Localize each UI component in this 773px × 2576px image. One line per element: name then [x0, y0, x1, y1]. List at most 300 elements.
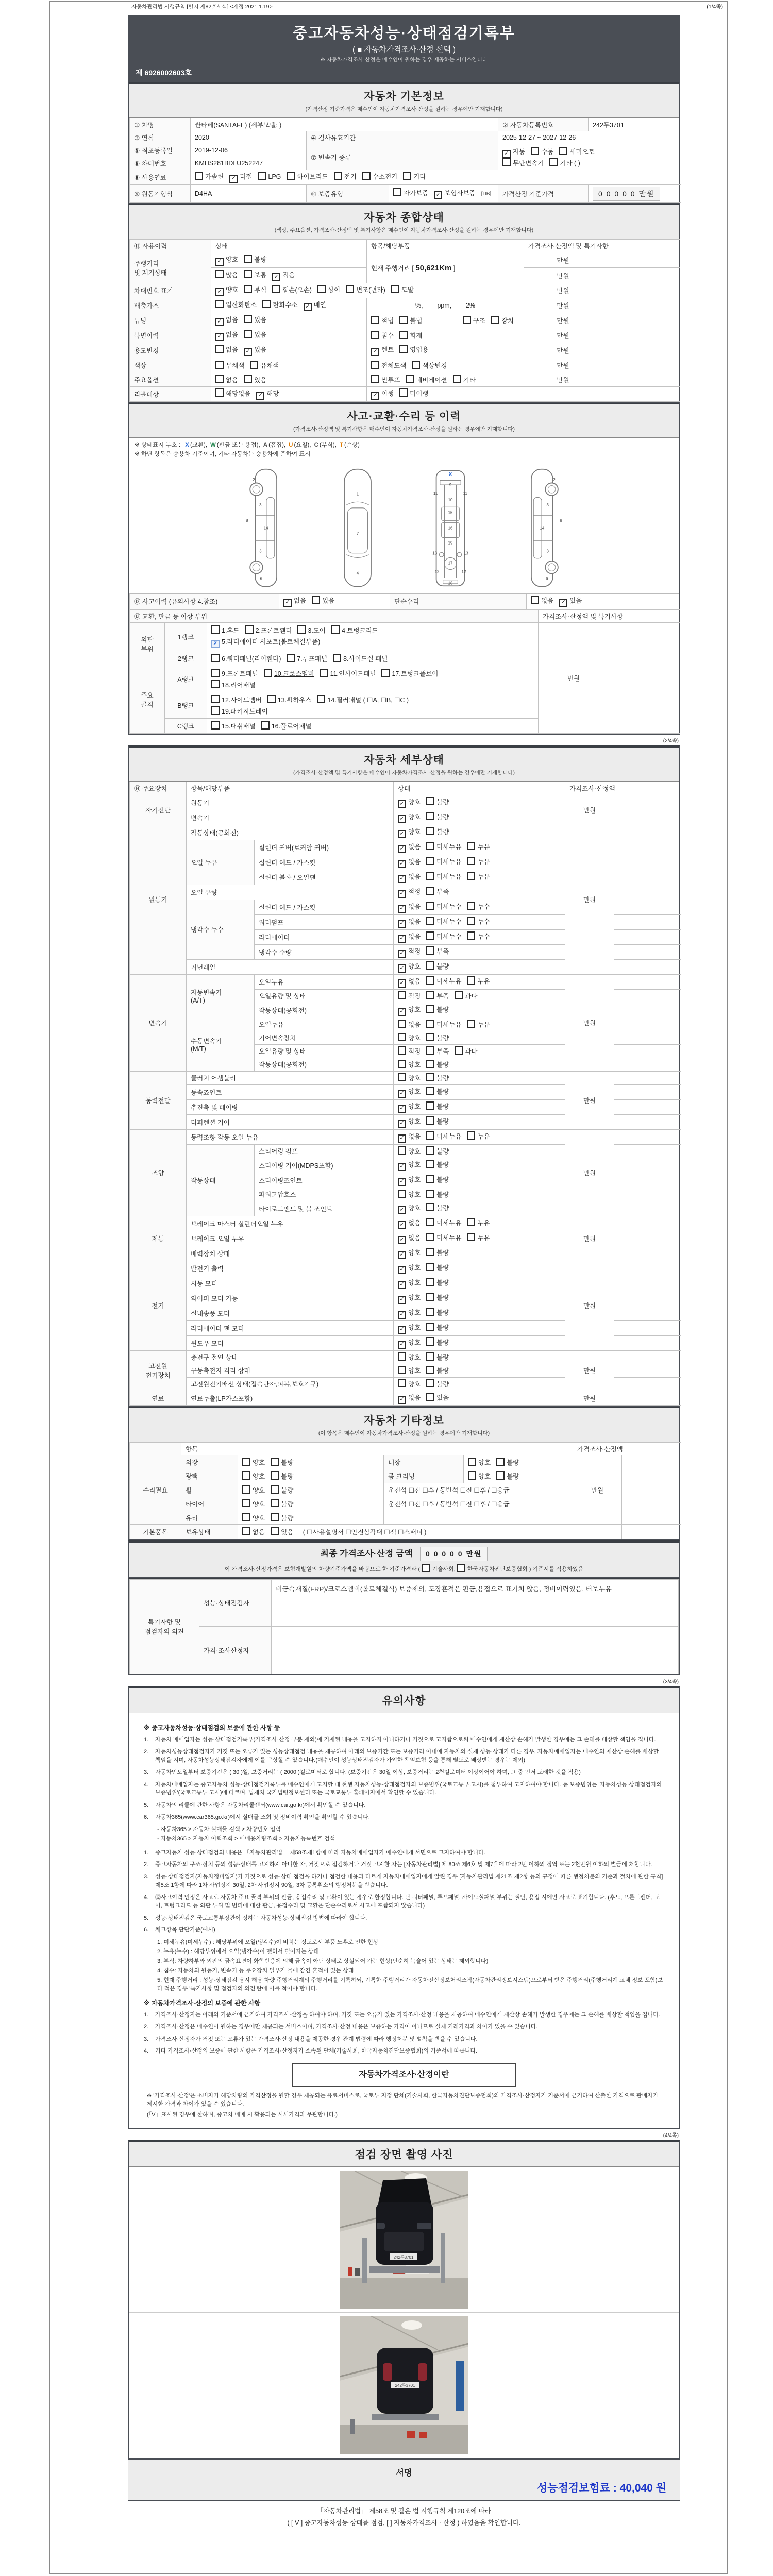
checkbox[interactable] — [245, 625, 254, 634]
checkbox[interactable] — [398, 991, 406, 999]
checkbox[interactable] — [426, 1101, 434, 1110]
option-label: 양호 — [478, 1459, 491, 1466]
checkbox[interactable]: ✓ — [398, 860, 406, 868]
checkbox[interactable] — [215, 300, 224, 308]
checkbox[interactable]: ✓ — [398, 979, 406, 988]
checkbox[interactable] — [426, 1352, 434, 1361]
checkbox[interactable]: ✓ — [398, 920, 406, 928]
checkbox[interactable] — [215, 361, 224, 369]
checkbox[interactable] — [261, 721, 270, 730]
checkbox[interactable] — [559, 147, 567, 155]
choice — [381, 669, 438, 678]
checkbox[interactable] — [531, 596, 539, 604]
option-label: 누유 — [477, 977, 490, 985]
checkbox[interactable] — [467, 917, 475, 925]
option-label: 부족 — [436, 993, 449, 1001]
checkbox[interactable] — [264, 669, 272, 677]
choice — [242, 1499, 265, 1509]
option-label: 적정 — [408, 1048, 421, 1056]
checkbox[interactable] — [426, 1393, 434, 1401]
checkbox[interactable] — [467, 857, 475, 865]
option-label: 불법 — [410, 317, 423, 325]
checkbox[interactable]: ✓ — [398, 845, 406, 853]
engine-type-label: ⑨ 원동기형식 — [130, 185, 191, 203]
checkbox[interactable]: ✓ — [398, 1105, 406, 1113]
checkbox[interactable] — [287, 172, 295, 180]
checkbox[interactable] — [467, 1131, 475, 1140]
checkbox[interactable] — [531, 147, 539, 155]
checkbox[interactable] — [426, 1263, 434, 1271]
choice — [426, 1073, 449, 1082]
checkbox[interactable] — [549, 158, 558, 166]
checkbox[interactable] — [426, 1020, 434, 1028]
checkbox[interactable] — [242, 1458, 250, 1466]
checkbox[interactable] — [271, 1527, 279, 1535]
section-accident — [128, 403, 680, 735]
inspection-period-label: ④ 검사유효기간 — [307, 131, 498, 144]
checkbox[interactable] — [334, 172, 342, 180]
checkbox[interactable] — [426, 1073, 434, 1081]
checkbox[interactable] — [468, 1458, 476, 1466]
choice — [426, 1218, 461, 1227]
table-row — [130, 170, 681, 185]
checkbox[interactable] — [244, 375, 252, 383]
table-row: 구동축전지 격리 상태 양호 불량 — [130, 1364, 681, 1377]
option-label: 부족 — [436, 888, 449, 895]
checkbox[interactable] — [244, 270, 252, 278]
choice — [426, 842, 461, 851]
choice — [468, 1471, 491, 1481]
checkbox[interactable] — [244, 255, 252, 263]
checkbox[interactable] — [242, 1485, 250, 1494]
table-row: 스티어링조인트 ✓ 양호 불량 — [130, 1173, 681, 1188]
checkbox[interactable] — [398, 1020, 406, 1028]
choice — [271, 1458, 293, 1467]
checkbox[interactable]: ✓ — [398, 1120, 406, 1128]
checkbox[interactable]: ✓ — [215, 288, 224, 296]
checkbox[interactable]: ✓ — [398, 1134, 406, 1143]
checkbox[interactable] — [426, 1278, 434, 1286]
notice-subitem: 3. 부식: 차량하부와 외판의 금속표면이 화학반응에 의해 금속이 아닌 상태로 상실되어 가는 현상(단순히 녹슬어 있는 상태는 제외합니다) — [157, 1958, 489, 1964]
checkbox[interactable]: ✓ — [398, 1281, 406, 1289]
checkbox[interactable] — [211, 625, 220, 634]
checkbox[interactable] — [412, 361, 420, 369]
option-label: 누유 — [477, 1132, 490, 1140]
checkbox[interactable]: ✓ — [304, 303, 312, 311]
checkbox[interactable]: ✓ — [398, 1266, 406, 1274]
checkbox[interactable] — [426, 797, 434, 805]
checkbox[interactable] — [426, 1337, 434, 1346]
checkbox[interactable] — [455, 1046, 463, 1055]
checkbox[interactable] — [426, 1248, 434, 1256]
checkbox[interactable] — [287, 654, 295, 662]
checkbox[interactable] — [215, 345, 224, 353]
appraiser-remarks-label: 가격·조사산정자 — [199, 1626, 272, 1674]
checkbox[interactable] — [399, 331, 408, 339]
choice — [426, 1101, 449, 1111]
checkbox[interactable] — [426, 902, 434, 910]
checkbox[interactable] — [244, 315, 252, 323]
table-row: 외판 부위 1랭크 1.후드 2.프론트휀더 3.도어 4.트렁크리드 ✗ 5.라디에이터 서포트(볼트체결부품) 만원 — [130, 622, 680, 651]
checkbox[interactable]: ✓ — [398, 875, 406, 883]
option-label: 미세누유 — [436, 1234, 462, 1242]
checkbox[interactable] — [455, 991, 463, 999]
checkbox[interactable] — [491, 316, 499, 324]
checkbox[interactable] — [320, 669, 328, 677]
choice — [398, 1278, 421, 1289]
checkbox[interactable]: ✗ — [211, 640, 220, 648]
checkbox[interactable] — [398, 1033, 406, 1041]
checkbox[interactable] — [250, 361, 258, 369]
checkbox[interactable] — [211, 706, 220, 715]
checkbox[interactable] — [271, 1485, 279, 1494]
checkbox[interactable]: ✓ — [398, 800, 406, 808]
checkbox[interactable] — [426, 1046, 434, 1055]
checkbox[interactable] — [426, 1293, 434, 1301]
checkbox[interactable] — [426, 1379, 434, 1387]
checkbox[interactable] — [426, 1146, 434, 1155]
option-label: 7.루프패널 — [297, 655, 328, 663]
checkbox[interactable] — [467, 842, 475, 850]
choice — [283, 596, 306, 607]
checkbox[interactable] — [426, 1218, 434, 1226]
checkbox[interactable] — [426, 1308, 434, 1316]
checkbox[interactable] — [398, 1046, 406, 1055]
checkbox[interactable]: ✓ — [398, 1008, 406, 1016]
checkbox[interactable] — [258, 172, 266, 180]
checkbox[interactable] — [453, 375, 461, 383]
checkbox[interactable] — [426, 1175, 434, 1183]
box-note: ※ '가격조사·산정'은 소비자가 해당차량의 가격산정을 원할 경우 제공되는 유료서비스로, 국토부 지정 단체(기술사회, 한국자동차진단보증협회)의 가격조사·산정자가 기준서에 근거하여 산출한 가격으로 판매자가 제시한 가격과 차이가 있을 수 있습니다. — [147, 2092, 659, 2108]
checkbox[interactable] — [398, 1190, 406, 1198]
checkbox[interactable] — [262, 300, 271, 308]
checkbox[interactable]: ✓ — [215, 318, 224, 326]
checkbox[interactable] — [399, 316, 408, 324]
checkbox[interactable] — [271, 1499, 279, 1507]
option-label: 양호 — [408, 828, 421, 836]
checkbox[interactable]: ✓ — [398, 1296, 406, 1304]
checkbox[interactable] — [496, 1471, 505, 1480]
checkbox[interactable] — [391, 285, 399, 293]
checkbox[interactable]: ✓ — [398, 1163, 406, 1171]
checkbox[interactable] — [317, 285, 326, 293]
checkbox[interactable]: ✓ — [398, 830, 406, 838]
checkbox[interactable]: ✓ — [398, 1090, 406, 1098]
option-label: 누수 — [477, 933, 490, 940]
option-label: 양호 — [408, 1354, 421, 1362]
checkbox[interactable] — [426, 1005, 434, 1013]
choice — [426, 1160, 449, 1169]
checkbox[interactable]: ✓ — [398, 890, 406, 898]
checkbox[interactable] — [426, 872, 434, 880]
section-photos — [128, 2140, 680, 2459]
checkbox[interactable]: ✓ — [398, 1326, 406, 1334]
checkbox[interactable] — [371, 316, 379, 324]
checkbox[interactable] — [399, 345, 408, 353]
checkbox[interactable] — [398, 1073, 406, 1081]
choice — [398, 917, 421, 928]
table-row: 고전원전기배선 상태(접속단자,피복,보호기구) 양호 불량 — [130, 1377, 681, 1391]
car-diagram-left-side — [234, 466, 296, 589]
checkbox[interactable] — [467, 1020, 475, 1028]
checkbox[interactable] — [426, 946, 434, 955]
checkbox[interactable]: ✓ — [398, 1236, 406, 1244]
checkbox[interactable] — [467, 902, 475, 910]
year-label: ③ 연식 — [130, 131, 191, 144]
choice — [271, 1513, 293, 1522]
choice — [244, 345, 266, 356]
checkbox[interactable] — [496, 1458, 505, 1466]
option-label: 없음 — [408, 1021, 421, 1029]
table-row: 오일 누유 실린더 커버(로커암 커버) ✓ 없음 미세누유 누유 — [130, 840, 681, 855]
checkbox[interactable] — [426, 1366, 434, 1374]
checkbox[interactable] — [422, 1564, 430, 1572]
option-label: 불량 — [436, 1161, 449, 1168]
checkbox[interactable] — [426, 1190, 434, 1198]
checkbox[interactable] — [426, 1233, 434, 1241]
choice — [272, 270, 295, 281]
checkbox[interactable] — [426, 887, 434, 895]
checkbox[interactable]: ✓ — [371, 348, 379, 356]
document-note: ※ 자동차가격조사·산정은 매수인이 원하는 경우 제공하는 서비스입니다 — [321, 57, 488, 63]
section-remarks — [128, 1578, 680, 1675]
table-row: 작동상태(공회전) ✓ 양호 불량 — [130, 1003, 681, 1018]
signature-section[interactable] — [128, 2459, 680, 2501]
option-label: 도말 — [401, 286, 414, 294]
choice — [244, 255, 266, 264]
checkbox[interactable] — [393, 188, 401, 196]
checkbox[interactable] — [242, 1527, 250, 1535]
choice — [271, 1471, 293, 1481]
checkbox[interactable]: ✓ — [283, 599, 292, 607]
table-row: 튜닝 ✓ 없음 있음 적법 불법 구조 장치 만원 — [130, 313, 680, 328]
checkbox[interactable]: ✓ — [502, 150, 511, 158]
checkbox[interactable] — [211, 680, 220, 688]
option-label: 없음 — [253, 1529, 265, 1536]
checkbox[interactable] — [426, 1087, 434, 1095]
checkbox[interactable] — [211, 669, 220, 677]
choice — [426, 797, 449, 806]
checkbox[interactable] — [244, 285, 252, 293]
option-label: 적법 — [381, 317, 394, 325]
checkbox[interactable] — [426, 1060, 434, 1068]
checkbox[interactable]: ✓ — [244, 348, 252, 356]
checkbox[interactable] — [457, 1564, 465, 1572]
checkbox[interactable]: ✓ — [398, 935, 406, 943]
accident-history-row-table — [129, 594, 680, 609]
option-label: 적정 — [408, 888, 421, 895]
choice — [426, 961, 449, 971]
diagram-part-number: 3 — [546, 502, 549, 507]
choice — [371, 345, 394, 356]
section-note-detail: (가격조사·산정액 및 특기사항은 매수인이 자동차가격조사·산정을 원하는 경우에만 기재합니다) — [293, 769, 515, 776]
checkbox[interactable] — [399, 388, 408, 397]
checkbox[interactable]: ✓ — [398, 1178, 406, 1186]
checkbox[interactable]: ✓ — [371, 392, 379, 400]
checkbox[interactable] — [297, 625, 306, 634]
option-label: 양호 — [408, 1294, 421, 1301]
option-label: 불량 — [436, 1309, 449, 1316]
checkbox[interactable] — [426, 1116, 434, 1125]
checkbox[interactable] — [333, 654, 341, 662]
checkbox[interactable] — [426, 827, 434, 835]
table-row: 실린더 블록 / 오일팬 ✓ 없음 미세누유 누유 — [130, 870, 681, 885]
checkbox[interactable]: ✓ — [398, 950, 406, 958]
checkbox[interactable] — [242, 1499, 250, 1507]
option-label: 침수 — [381, 332, 394, 340]
choice — [426, 857, 461, 866]
checkbox[interactable]: ✓ — [398, 1251, 406, 1259]
checkbox[interactable]: ✓ — [398, 1221, 406, 1229]
notice-item: 2. 가격조사·산정은 매수인이 원하는 경우에만 제공되는 서비스이며, 가격조사·산정 내용은 보증하는 가격이 아니므로 실제 거래가격과 차이가 있을 수 있습니다. — [144, 2024, 538, 2030]
table-row — [130, 185, 681, 203]
checkbox[interactable] — [215, 270, 224, 278]
table-row: 배력장치 상태 ✓ 양호 불량 — [130, 1246, 681, 1261]
checkbox[interactable] — [426, 917, 434, 925]
checkbox[interactable] — [244, 330, 252, 338]
status-code-letter: U — [289, 442, 293, 448]
choice — [426, 917, 461, 926]
choice — [258, 172, 281, 180]
option-label: 있음 — [254, 376, 267, 384]
option-label: 양호 — [253, 1486, 265, 1494]
checkbox[interactable]: ✓ — [272, 273, 280, 281]
checkbox[interactable] — [398, 1379, 406, 1387]
box-note: (「V」표시된 경우에 한하며, 중고차 매매 시 활용되는 시세가격과 무관합니다.) — [147, 2111, 338, 2118]
checkbox[interactable] — [346, 285, 354, 293]
checkbox[interactable] — [242, 1471, 250, 1480]
checkbox[interactable]: ✓ — [215, 333, 224, 341]
checkbox[interactable]: ✓ — [256, 392, 264, 400]
checkbox[interactable] — [211, 654, 220, 662]
checkbox[interactable] — [381, 669, 390, 677]
option-label: 불량 — [436, 1338, 449, 1346]
checkbox[interactable] — [426, 1160, 434, 1168]
section-title-detail: 자동차 세부상태 — [364, 754, 444, 766]
option-label: 자가보증 — [404, 190, 429, 197]
choice — [426, 1020, 461, 1029]
choice — [491, 316, 514, 325]
checkbox[interactable] — [215, 388, 224, 397]
checkbox[interactable] — [211, 721, 220, 730]
final-price-value: 0 0 0 0 0 만원 — [420, 1547, 488, 1561]
table-row: 기본품목 보유상태 없음 있음 ( ☐사용설명서 ☐안전삼각대 ☐잭 ☐스패너 ) — [130, 1524, 681, 1539]
choice — [467, 931, 490, 941]
checkbox[interactable] — [467, 1218, 475, 1226]
checkbox[interactable]: ✓ — [398, 964, 406, 973]
table-row: 차대번호 표기 ✓ 양호 부식 훼손(오손) 상이 변조(변타) 도말 만원 — [130, 283, 680, 298]
option-label: 렌트 — [381, 346, 394, 353]
choice — [426, 1337, 449, 1347]
vin-value: KMHS281BDLU252247 — [191, 157, 307, 170]
checkbox[interactable] — [312, 596, 320, 604]
choice — [242, 1458, 265, 1467]
checkbox[interactable] — [426, 1131, 434, 1140]
option-label: 적음 — [282, 271, 295, 279]
checkbox[interactable] — [362, 172, 371, 180]
checkbox[interactable]: ✓ — [398, 905, 406, 913]
checkbox[interactable] — [195, 172, 203, 180]
checkbox[interactable] — [463, 316, 471, 324]
checkbox[interactable] — [398, 1060, 406, 1068]
checkbox[interactable]: ✓ — [398, 815, 406, 823]
checkbox[interactable] — [215, 375, 224, 383]
checkbox[interactable] — [468, 1471, 476, 1480]
checkbox[interactable] — [271, 1458, 279, 1466]
checkbox[interactable] — [426, 1033, 434, 1041]
checkbox[interactable] — [398, 1366, 406, 1374]
choice — [244, 270, 266, 279]
checkbox[interactable]: ✓ — [215, 258, 224, 266]
checkbox[interactable] — [272, 285, 280, 293]
checkbox[interactable] — [211, 695, 220, 703]
checkbox[interactable]: ✓ — [434, 191, 442, 199]
section-note-etc: (이 항목은 매수인이 자동차가격조사·산정을 원하는 경우에만 기재합니다) — [318, 1430, 490, 1436]
checkbox[interactable] — [426, 961, 434, 970]
checkbox[interactable]: ✓ — [398, 1396, 406, 1404]
table-row: ⑫ 사고이력 (유의사항 4.참조) ✓ 없음 있음 단순수리 없음 ✓ 있음 — [130, 594, 680, 609]
option-label: 불량 — [436, 1035, 449, 1042]
checkbox[interactable] — [242, 1513, 250, 1521]
checkbox[interactable]: ✓ — [398, 1341, 406, 1349]
checkbox[interactable] — [426, 812, 434, 820]
checkbox[interactable] — [406, 375, 414, 383]
checkbox[interactable] — [426, 842, 434, 850]
checkbox[interactable] — [426, 931, 434, 940]
checkbox[interactable] — [317, 695, 325, 703]
checkbox[interactable] — [467, 931, 475, 940]
notice-item: 5. 자동차의 리콜에 관한 사항은 자동차리콜센터(www.car.go.kr)에서 확인할 수 있습니다. — [144, 1802, 366, 1808]
checkbox[interactable] — [426, 976, 434, 985]
option-label: 불량 — [436, 1176, 449, 1183]
checkbox[interactable] — [371, 375, 379, 383]
option-label: 양호 — [408, 1367, 421, 1375]
checkbox[interactable] — [426, 857, 434, 865]
checkbox[interactable] — [331, 625, 340, 634]
checkbox[interactable] — [371, 331, 379, 339]
checkbox[interactable] — [267, 695, 276, 703]
checkbox[interactable] — [271, 1513, 279, 1521]
checkbox[interactable] — [467, 976, 475, 985]
diagram-part-number: 7 — [356, 531, 359, 536]
table-row: 고전원 전기장치 충전구 절연 상태 양호 불량 만원 — [130, 1350, 681, 1364]
checkbox[interactable] — [426, 991, 434, 999]
checkbox[interactable]: ✓ — [559, 599, 567, 607]
checkbox[interactable] — [398, 1352, 406, 1361]
checkbox[interactable] — [271, 1471, 279, 1480]
checkbox[interactable] — [398, 1146, 406, 1155]
checkbox[interactable] — [467, 872, 475, 880]
choice — [304, 300, 326, 311]
choice — [398, 1233, 421, 1244]
checkbox[interactable] — [467, 1233, 475, 1241]
choice — [271, 1527, 293, 1536]
checkbox[interactable] — [426, 1323, 434, 1331]
checkbox[interactable] — [502, 158, 511, 166]
table-row: 조향 동력조향 작동 오일 누유 ✓ 없음 미세누유 누유 만원 — [130, 1129, 681, 1144]
choice — [242, 1485, 265, 1495]
option-label: 12.사이드멤버 — [222, 696, 262, 704]
checkbox[interactable]: ✓ — [398, 1206, 406, 1214]
checkbox[interactable] — [403, 172, 411, 180]
checkbox[interactable]: ✓ — [398, 1311, 406, 1319]
checkbox[interactable]: ✓ — [229, 175, 238, 183]
option-label: 양호 — [253, 1472, 265, 1480]
notice-item: 3. 자동차인도일부터 보증기간은 ( 30 )일, 보증거리는 ( 2000 )킬로미터로 합니다. (보증기간은 30일 이상, 보증거리는 2천킬로미터 이상이어야 하며, 그 중 먼저 도래한 것을 적용) — [144, 1769, 581, 1776]
checkbox[interactable] — [426, 1203, 434, 1211]
checkbox[interactable] — [371, 361, 379, 369]
table-row: 등속죠인트 ✓ 양호 불량 — [130, 1084, 681, 1099]
